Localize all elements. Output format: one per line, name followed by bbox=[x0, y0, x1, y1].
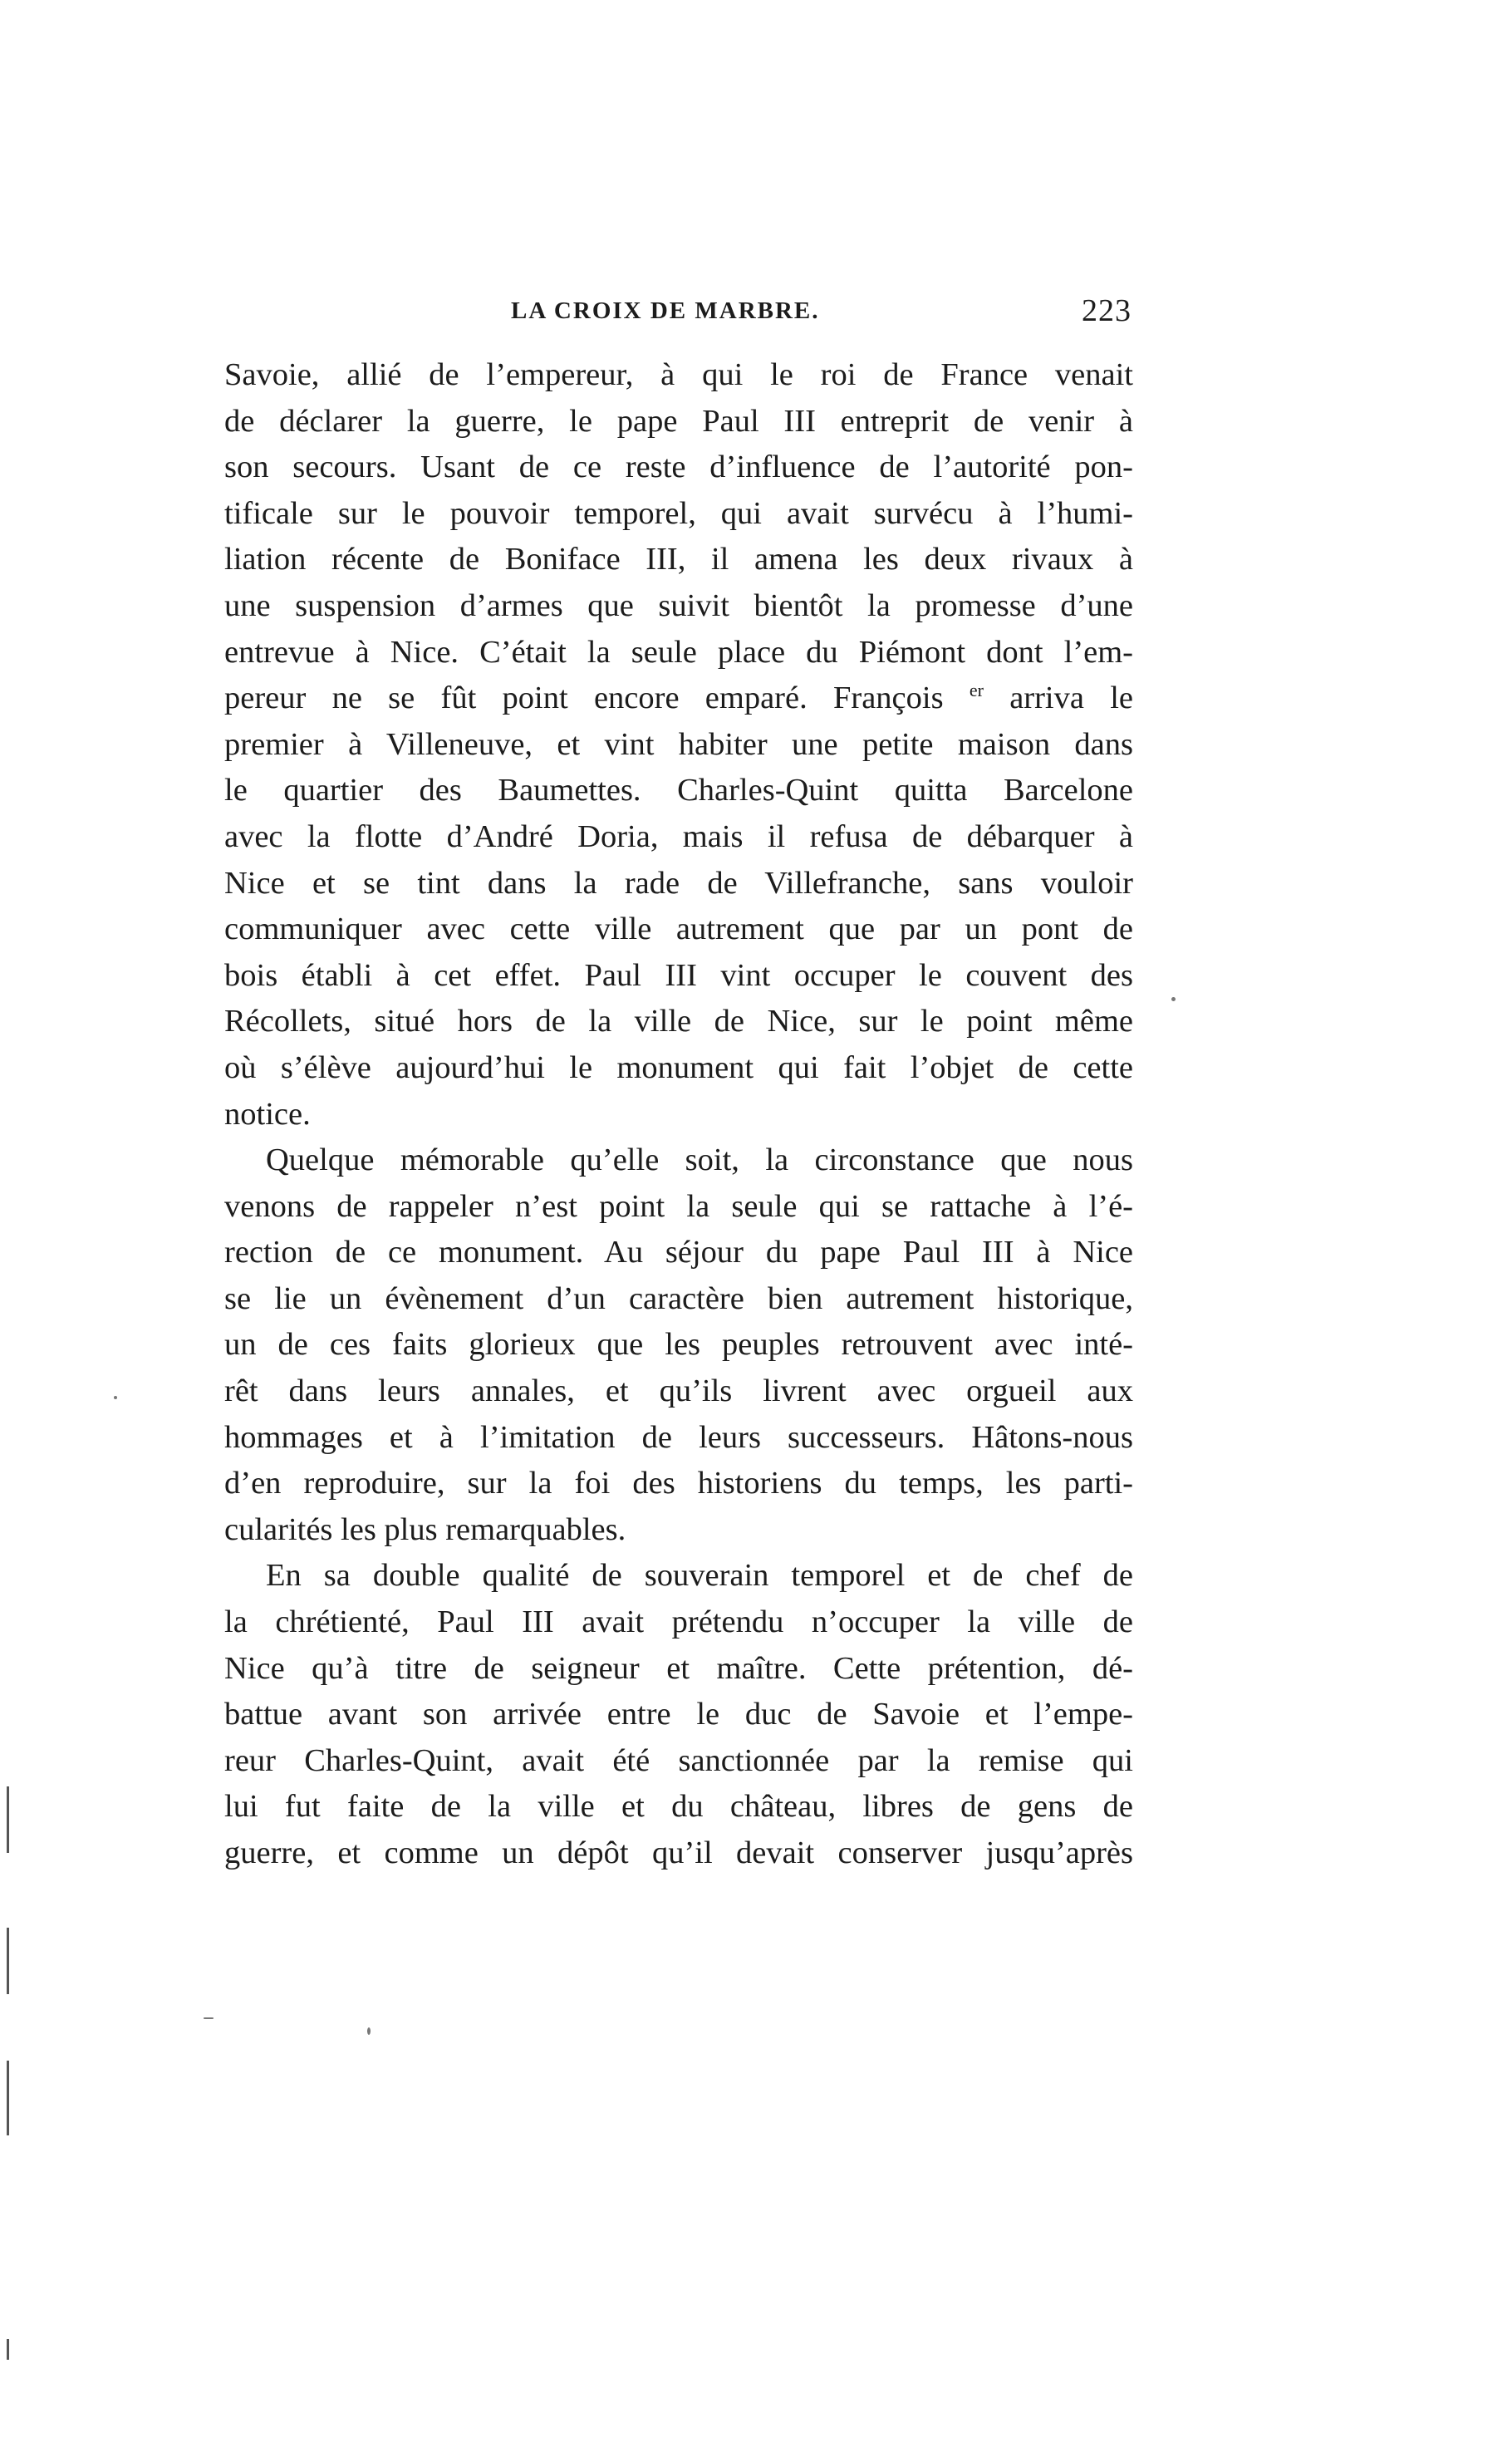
text-line: cularités les plus remarquables. bbox=[224, 1511, 626, 1547]
text-line: notice. bbox=[224, 1096, 311, 1132]
running-head bbox=[224, 293, 1132, 339]
scan-speck bbox=[367, 2027, 371, 2035]
ordinal-superscript: er bbox=[969, 680, 984, 701]
text-line: Récollets, situé hors de la ville de Nice, sur le point même bbox=[224, 1004, 1133, 1039]
text-line: battue avant son arrivée entre le duc de Savoie et l’empe- bbox=[224, 1697, 1133, 1732]
text-line: d’en reproduire, sur la foi des historiens du temps, les parti- bbox=[224, 1466, 1133, 1501]
text-line: avec la flotte d’André Doria, mais il refusa de débarquer à bbox=[224, 818, 1133, 854]
text-line: venons de rappeler n’est point la seule qui se rattache à l’é- bbox=[224, 1188, 1133, 1224]
text-line: En sa double qualité de souverain temporel et de chef de bbox=[266, 1558, 1133, 1594]
text-line: Nice et se tint dans la rade de Villefranche, sans vouloir bbox=[224, 865, 1133, 901]
text-line: rection de ce monument. Au séjour du pape Paul III à Nice bbox=[224, 1235, 1133, 1270]
text-line: un de ces faits glorieux que les peuples retrouvent avec inté- bbox=[224, 1327, 1133, 1363]
text-line: la chrétienté, Paul III avait prétendu n’occuper la ville de bbox=[224, 1604, 1133, 1640]
scan-speck bbox=[1171, 997, 1176, 1001]
text-line: hommages et à l’imitation de leurs successeurs. Hâtons-nous bbox=[224, 1419, 1133, 1455]
paragraph-1 bbox=[224, 352, 1133, 1137]
scan-speck bbox=[204, 2017, 214, 2019]
running-title: LA CROIX DE MARBRE. bbox=[511, 297, 820, 324]
text-line: bois établi à cet effet. Paul III vint occuper le couvent des bbox=[224, 957, 1133, 993]
text-line: de déclarer la guerre, le pape Paul III entreprit de venir à bbox=[224, 403, 1133, 439]
scan-margin-mark bbox=[7, 1928, 9, 1994]
body-text bbox=[224, 352, 1133, 1877]
text-line: Savoie, allié de l’empereur, à qui le roi de France venait bbox=[224, 357, 1133, 392]
text-line: où s’élève aujourd’hui le monument qui fait l’objet de cette bbox=[224, 1049, 1133, 1085]
text-line: le quartier des Baumettes. Charles-Quint quitta Barcelone bbox=[224, 773, 1133, 808]
text-line: tificale sur le pouvoir temporel, qui avait survécu à l’humi- bbox=[224, 495, 1133, 531]
text-line: se lie un évènement d’un caractère bien autrement historique, bbox=[224, 1280, 1133, 1316]
text-line-part: arriva le bbox=[1009, 681, 1133, 716]
text-line: son secours. Usant de ce reste d’influence de l’autorité pon- bbox=[224, 450, 1133, 485]
scan-margin-mark bbox=[7, 1786, 9, 1853]
page-number: 223 bbox=[1082, 293, 1132, 328]
text-line: lui fut faite de la ville et du château, libres de gens de bbox=[224, 1789, 1133, 1825]
text-line: rêt dans leurs annales, et qu’ils livrent avec orgueil aux bbox=[224, 1373, 1133, 1409]
text-line: guerre, et comme un dépôt qu’il devait conserver jusqu’après bbox=[224, 1835, 1133, 1870]
text-line-part: pereur ne se fût point encore emparé. François bbox=[224, 681, 944, 716]
text-line: communiquer avec cette ville autrement que par un pont de bbox=[224, 911, 1133, 947]
text-line bbox=[224, 676, 1133, 722]
text-line: liation récente de Boniface III, il amena les deux rivaux à bbox=[224, 542, 1133, 577]
paragraph-2 bbox=[224, 1137, 1133, 1553]
text-line: premier à Villeneuve, et vint habiter une petite maison dans bbox=[224, 726, 1133, 762]
scan-margin-mark bbox=[7, 2061, 9, 2135]
scan-margin-mark bbox=[7, 2339, 9, 2360]
text-line: une suspension d’armes que suivit bientôt la promesse d’une bbox=[224, 587, 1133, 623]
text-line: Nice qu’à titre de seigneur et maître. Cette prétention, dé- bbox=[224, 1650, 1133, 1686]
text-line: entrevue à Nice. C’était la seule place du Piémont dont l’em- bbox=[224, 634, 1133, 670]
scan-speck bbox=[114, 1396, 117, 1399]
text-line: Quelque mémorable qu’elle soit, la circonstance que nous bbox=[266, 1142, 1133, 1178]
paragraph-3 bbox=[224, 1553, 1133, 1876]
text-line: reur Charles-Quint, avait été sanctionnée par la remise qui bbox=[224, 1742, 1133, 1778]
